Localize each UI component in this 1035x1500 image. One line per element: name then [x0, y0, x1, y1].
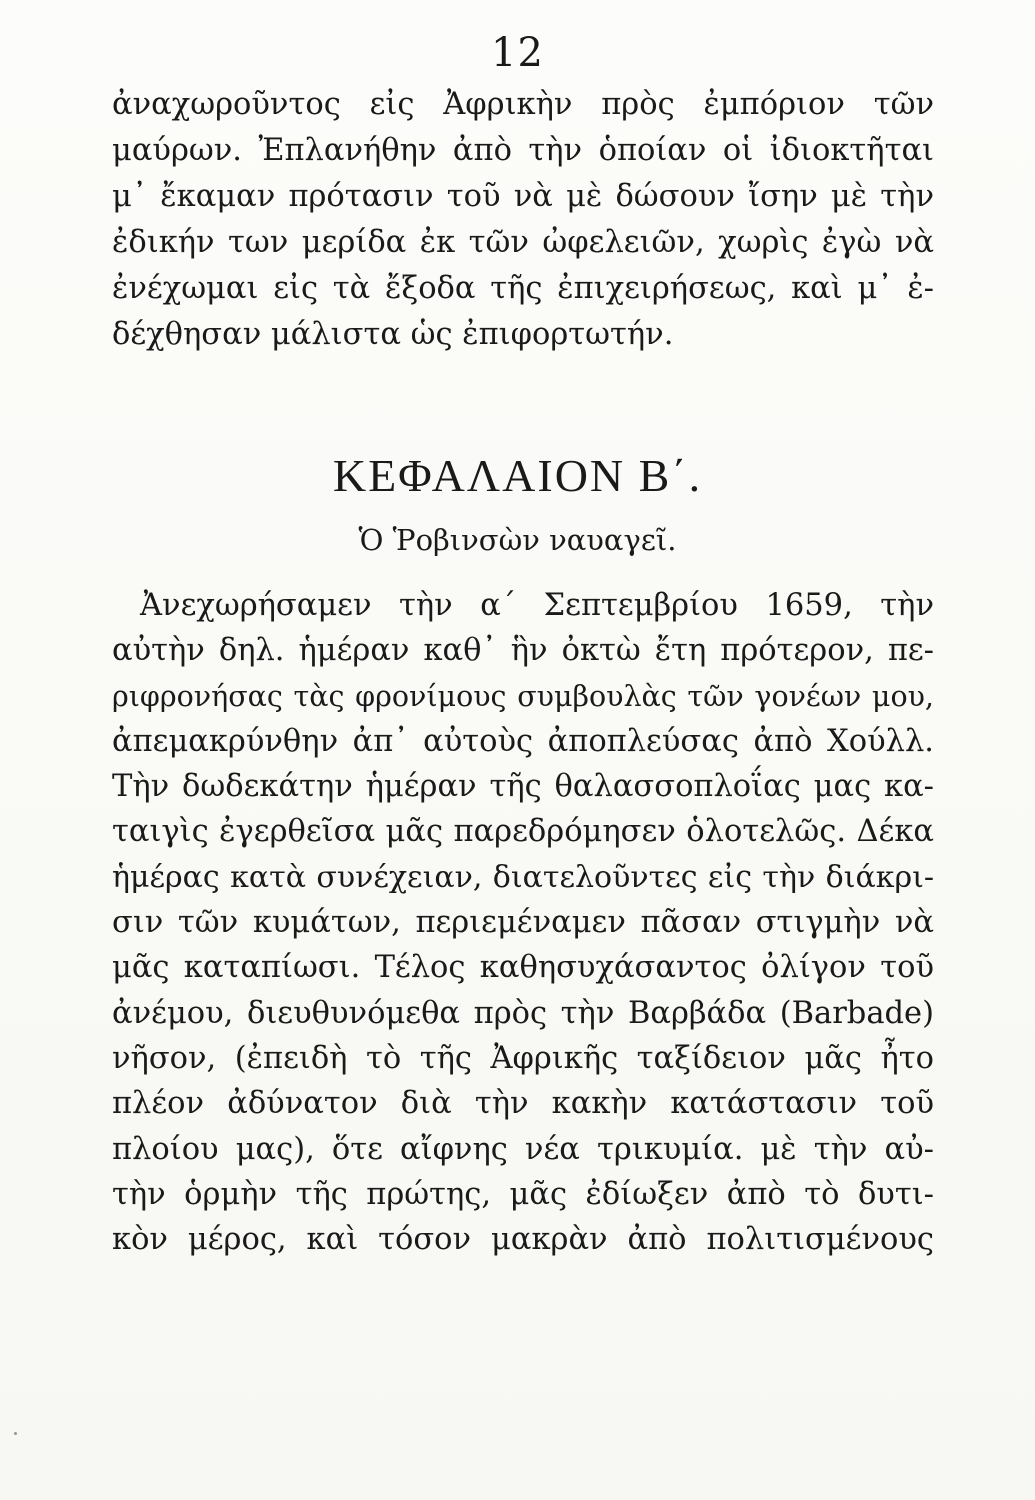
text-line: δέχθησαν μάλιστα ὡς ἐπιφορτωτήν.: [112, 317, 674, 352]
text-line: ἀνέμου, διευθυνόμεθα πρὸς τὴν Βαρβάδα (Barbade): [112, 995, 934, 1031]
text-line: ἐνέχωμαι εἰς τὰ ἔξοδα τῆς ἐπιχειρήσεως, καὶ μ᾽ ἐ-: [112, 271, 934, 306]
paper-speck: [14, 1432, 17, 1435]
paragraph-2: [112, 583, 934, 1262]
text-line: ἀπεμακρύνθην ἀπ᾽ αὐτοὺς ἀποπλεύσας ἀπὸ Χούλλ.: [112, 723, 934, 759]
text-line: ἐδικήν των μερίδα ἐκ τῶν ὠφελειῶν, χωρὶς ἐγὼ νὰ: [112, 225, 934, 260]
text-line: νῆσον, (ἐπειδὴ τὸ τῆς Ἀφρικῆς ταξίδειον μᾶς ἦτο: [112, 1040, 934, 1076]
text-line: Τὴν δωδεκάτην ἡμέραν τῆς θαλασσοπλοΐας μας κα-: [112, 769, 934, 805]
text-line: τὴν ὁρμὴν τῆς πρώτης, μᾶς ἐδίωξεν ἀπὸ τὸ δυτι-: [112, 1176, 934, 1212]
text-line: πλοίου μας), ὅτε αἴφνης νέα τρικυμία. μὲ τὴν αὐ-: [112, 1131, 934, 1167]
chapter-heading: ΚΕΦΑΛΑΙΟΝ Β΄.: [332, 450, 703, 501]
text-line: μ᾽ ἔκαμαν πρότασιν τοῦ νὰ μὲ δώσουν ἴσην μὲ τὴν: [112, 179, 934, 214]
paragraph-1: [112, 82, 934, 358]
text-line: ἀναχωροῦντος εἰς Ἀφρικὴν πρὸς ἐμπόριον τῶν: [112, 87, 934, 122]
text-line: μᾶς καταπίωσι. Τέλος καθησυχάσαντος ὀλίγον τοῦ: [112, 950, 934, 986]
text-line: Ἀνεχωρήσαμεν τὴν α΄ Σεπτεμβρίου 1659, τὴν: [140, 588, 934, 623]
text-line: ἡμέρας κατὰ συνέχειαν, διατελοῦντες εἰς τὴν διάκρι-: [112, 859, 934, 895]
chapter-subtitle: Ὁ Ῥοβινσὼν ναυαγεῖ.: [358, 523, 677, 557]
text-line: αὐτὴν δηλ. ἡμέραν καθ᾽ ἣν ὀκτὼ ἔτη πρότερον, πε-: [112, 633, 934, 669]
text-line: ριφρονήσας τὰς φρονίμους συμβουλὰς τῶν γονέων μου,: [112, 679, 934, 713]
text-line: κὸν μέρος, καὶ τόσον μακρὰν ἀπὸ πολιτισμένους: [112, 1222, 934, 1258]
text-line: ταιγὶς ἐγερθεῖσα μᾶς παρεδρόμησεν ὁλοτελῶς. Δέκα: [112, 814, 934, 850]
page-number: 12: [491, 30, 544, 76]
text-line: μαύρων. Ἐπλανήθην ἀπὸ τὴν ὁποίαν οἱ ἰδιοκτῆται: [112, 133, 934, 168]
text-line: πλέον ἀδύνατον διὰ τὴν κακὴν κατάστασιν τοῦ: [112, 1086, 934, 1122]
text-line: σιν τῶν κυμάτων, περιεμέναμεν πᾶσαν στιγμὴν νὰ: [112, 905, 934, 941]
